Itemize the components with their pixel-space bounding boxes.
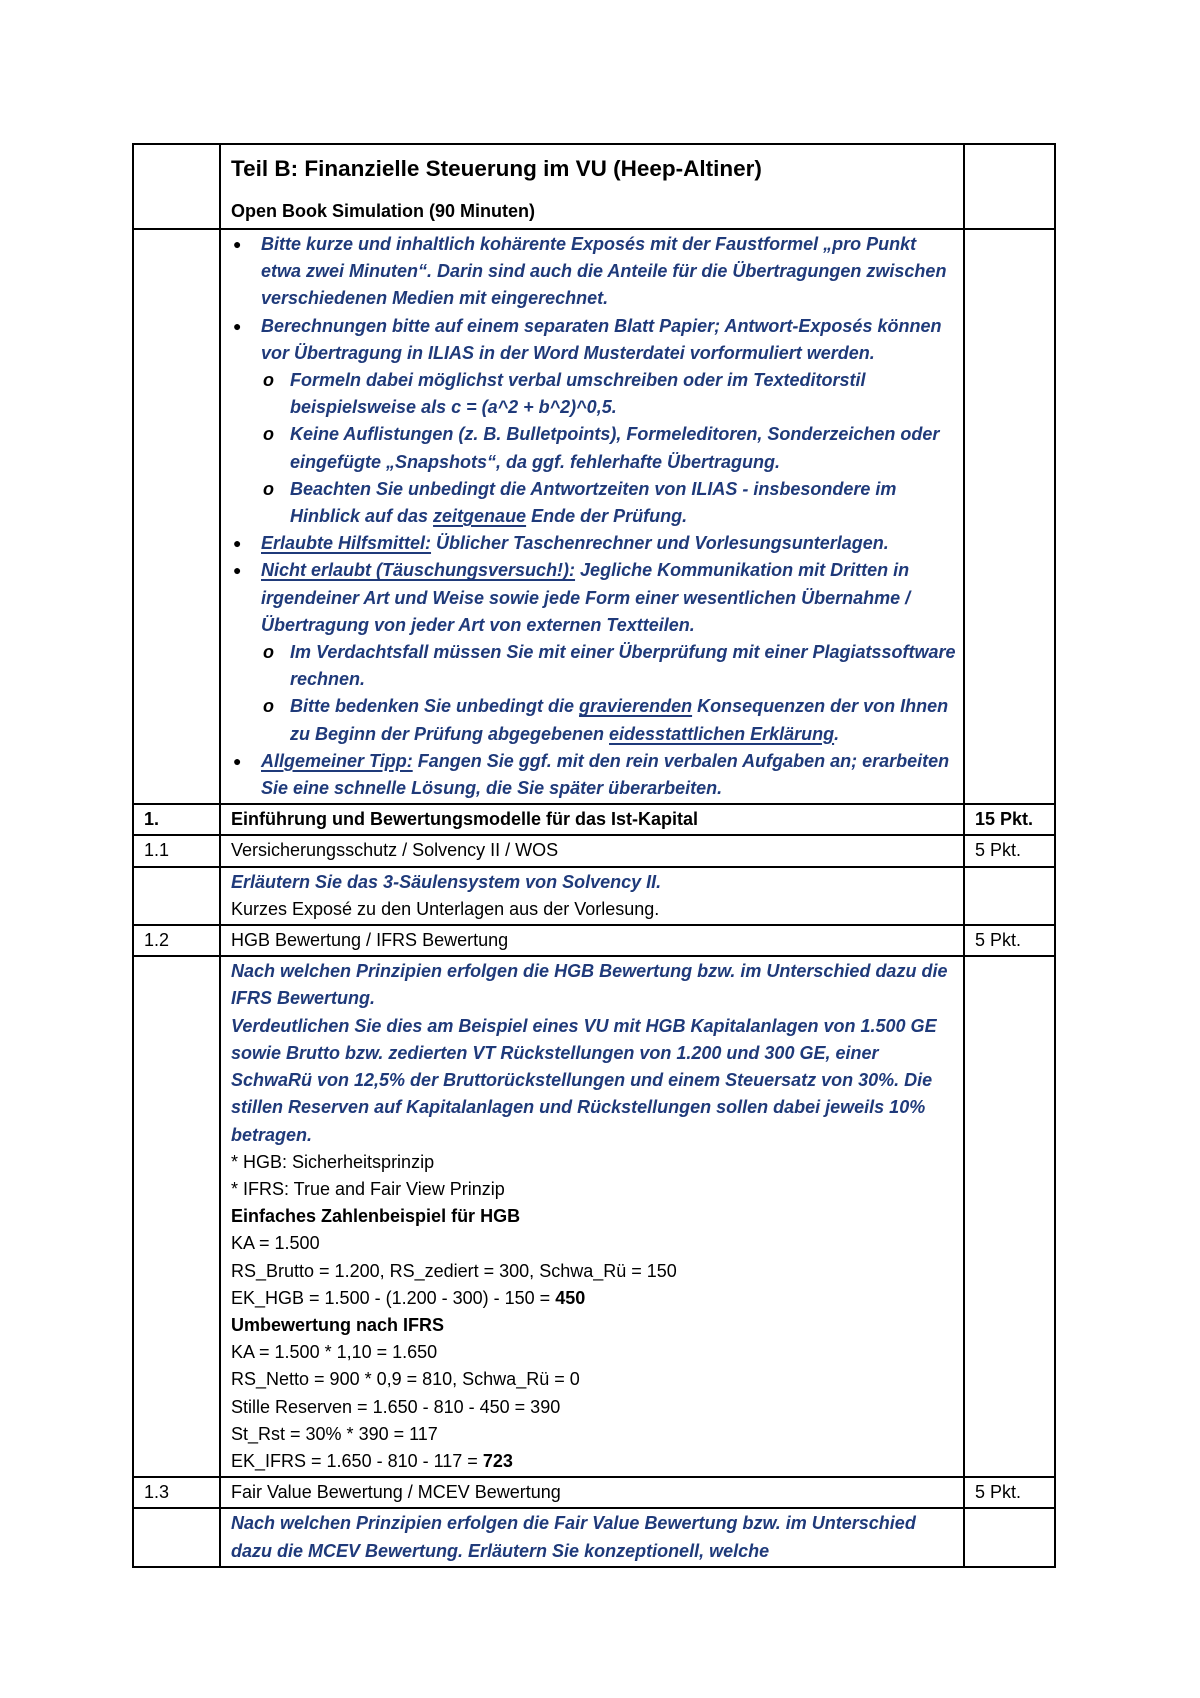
answer-text: KA = 1.500 xyxy=(231,1233,320,1254)
answer-text: RS_Netto = 900 * 0,9 = 810, Schwa_Rü = 0 xyxy=(231,1369,580,1390)
underlined-text: eidesstattlichen Erklärung xyxy=(609,723,835,744)
exam-subtitle: Open Book Simulation (90 Minuten) xyxy=(231,201,536,221)
instruction-subitem xyxy=(290,639,957,693)
subsection-row xyxy=(133,925,1055,956)
instruction-subitem xyxy=(290,367,957,421)
answer-text: * HGB: Sicherheitsprinzip xyxy=(231,1151,435,1172)
answer-result: 450 xyxy=(555,1287,586,1308)
instruction-item xyxy=(261,557,957,747)
header-row xyxy=(133,144,1055,229)
instruction-text: Keine Auflistungen (z. B. Bulletpoints), Formeleditoren, Sonderzeichen oder eingefügte „Snapshots“, da ggf. fehlerhafte Übertragung. xyxy=(290,424,940,472)
instruction-text: Berechnungen bitte auf einem separaten Blatt Papier; Antwort-Exposés können vor Übertragung in ILIAS in der Word Musterdatei vorformuliert werden. xyxy=(261,315,942,363)
question-text: Nach welchen Prinzipien erfolgen die Fair Value Bewertung bzw. im Unterschied dazu die MCEV Bewertung. Erläutern Sie konzeptionell, welche xyxy=(231,1513,916,1561)
empty-cell xyxy=(133,144,220,229)
answer-heading: Umbewertung nach IFRS xyxy=(231,1314,445,1335)
instruction-text: Im Verdachtsfall müssen Sie mit einer Überprüfung mit einer Plagiatssoftware rechnen. xyxy=(290,642,956,690)
question-text: Nach welchen Prinzipien erfolgen die HGB Bewertung bzw. im Unterschied dazu die IFRS Bewertung. xyxy=(231,961,948,1009)
empty-cell xyxy=(133,956,220,1477)
question-cell xyxy=(220,867,964,925)
answer-heading: Einfaches Zahlenbeispiel für HGB xyxy=(231,1206,521,1227)
instruction-sublist xyxy=(261,639,957,748)
empty-cell xyxy=(964,229,1055,804)
subsection-number: 1.3 xyxy=(133,1477,220,1508)
exam-title: Teil B: Finanzielle Steuerung im VU (Heep-Altiner) xyxy=(231,156,762,181)
answer-line xyxy=(231,1448,957,1475)
underlined-text: zeitgenaue xyxy=(433,506,527,527)
answer-text: * IFRS: True and Fair View Prinzip xyxy=(231,1178,505,1199)
question-row xyxy=(133,867,1055,925)
header-cell xyxy=(220,144,964,229)
instruction-item xyxy=(261,748,957,802)
instruction-text: Beachten Sie unbedingt die Antwortzeiten von ILIAS - insbesondere im Hinblick auf das xyxy=(290,478,897,527)
empty-cell xyxy=(964,867,1055,925)
instruction-text: Üblicher Taschenrechner und Vorlesungsunterlagen. xyxy=(431,533,889,554)
exam-table xyxy=(132,143,1056,1568)
instruction-sublist xyxy=(261,367,957,530)
instruction-text: Formeln dabei möglichst verbal umschreiben oder im Texteditorstil beispielsweise als c = (a^2 + b^2)^0,5. xyxy=(290,370,866,418)
subsection-points: 5 Pkt. xyxy=(964,1477,1055,1508)
answer-text: St_Rst = 30% * 390 = 117 xyxy=(231,1423,438,1444)
section-points: 15 Pkt. xyxy=(964,804,1055,835)
instructions-row xyxy=(133,229,1055,804)
subsection-number: 1.2 xyxy=(133,925,220,956)
subsection-points: 5 Pkt. xyxy=(964,925,1055,956)
instruction-text: Jegliche Kommunikation mit Dritten in irgendeiner Art und Weise sowie jede Form einer wesentlichen Übernahme / Übertragung von jeder Art von externen Textteilen. xyxy=(261,560,911,635)
question-row xyxy=(133,1508,1055,1566)
subsection-row xyxy=(133,835,1055,866)
answer-text: EK_HGB = 1.500 - (1.200 - 300) - 150 = xyxy=(231,1287,556,1308)
subsection-number: 1.1 xyxy=(133,835,220,866)
underlined-text: Nicht erlaubt (Täuschungsversuch!): xyxy=(261,560,576,581)
instruction-subitem xyxy=(290,421,957,475)
subsection-points: 5 Pkt. xyxy=(964,835,1055,866)
answer-text: RS_Brutto = 1.200, RS_zediert = 300, Schwa_Rü = 150 xyxy=(231,1260,677,1281)
answer-result: 723 xyxy=(482,1450,513,1471)
question-row xyxy=(133,956,1055,1477)
instruction-text: Konsequenzen der von Ihnen zu Beginn der Prüfung abgegebenen xyxy=(290,696,949,744)
question-cell xyxy=(220,1508,964,1566)
section-title: Einführung und Bewertungsmodelle für das Ist-Kapital xyxy=(220,804,964,835)
answer-text: KA = 1.500 * 1,10 = 1.650 xyxy=(231,1342,438,1363)
empty-cell xyxy=(133,1508,220,1566)
empty-cell xyxy=(964,1508,1055,1566)
answer-text: Kurzes Exposé zu den Unterlagen aus der Vorlesung. xyxy=(231,898,660,919)
instruction-subitem xyxy=(290,476,957,530)
instruction-item xyxy=(261,231,957,313)
underlined-text: Allgemeiner Tipp: xyxy=(261,750,413,771)
instruction-text: . xyxy=(834,723,840,744)
empty-cell xyxy=(133,229,220,804)
section-number: 1. xyxy=(133,804,220,835)
answer-text: Stille Reserven = 1.650 - 810 - 450 = 390 xyxy=(231,1396,561,1417)
question-text: Erläutern Sie das 3-Säulensystem von Solvency II. xyxy=(231,871,662,892)
answer-line xyxy=(231,1285,957,1312)
question-cell xyxy=(220,956,964,1477)
instruction-subitem xyxy=(290,693,957,747)
instructions-list xyxy=(231,231,957,802)
subsection-title: HGB Bewertung / IFRS Bewertung xyxy=(220,925,964,956)
answer-text: EK_IFRS = 1.650 - 810 - 117 = xyxy=(231,1450,483,1471)
instruction-text: Ende der Prüfung. xyxy=(526,506,688,527)
empty-cell xyxy=(133,867,220,925)
question-text: Verdeutlichen Sie dies am Beispiel eines VU mit HGB Kapitalanlagen von 1.500 GE sowie Brutto bzw. zedierten VT Rückstellungen von 1.200 und 300 GE, einer SchwaRü von 12,5% der Bruttorückstellungen und einem Steuersatz von 30%. Die stillen Reserven auf Kapitalanlagen und Rückstellungen sollen dabei jeweils 10% betragen. xyxy=(231,1015,937,1145)
subsection-row xyxy=(133,1477,1055,1508)
underlined-text: gravierenden xyxy=(579,696,693,717)
empty-cell xyxy=(964,144,1055,229)
section-row xyxy=(133,804,1055,835)
instruction-text: Fangen Sie ggf. mit den rein verbalen Aufgaben an; erarbeiten Sie eine schnelle Lösung, die Sie später überarbeiten. xyxy=(261,750,950,799)
instructions-cell xyxy=(220,229,964,804)
subsection-title: Versicherungsschutz / Solvency II / WOS xyxy=(220,835,964,866)
instruction-text: Bitte kurze und inhaltlich kohärente Exposés mit der Faustformel „pro Punkt etwa zwei Minuten“. Darin sind auch die Anteile für die Übertragungen zwischen verschiedenen Medien mit eingerechnet. xyxy=(261,234,947,309)
subsection-title: Fair Value Bewertung / MCEV Bewertung xyxy=(220,1477,964,1508)
empty-cell xyxy=(964,956,1055,1477)
instruction-item xyxy=(261,313,957,531)
underlined-text: Erlaubte Hilfsmittel: xyxy=(261,533,432,554)
instruction-item xyxy=(261,530,957,557)
instruction-text: Bitte bedenken Sie unbedingt die xyxy=(290,696,580,717)
